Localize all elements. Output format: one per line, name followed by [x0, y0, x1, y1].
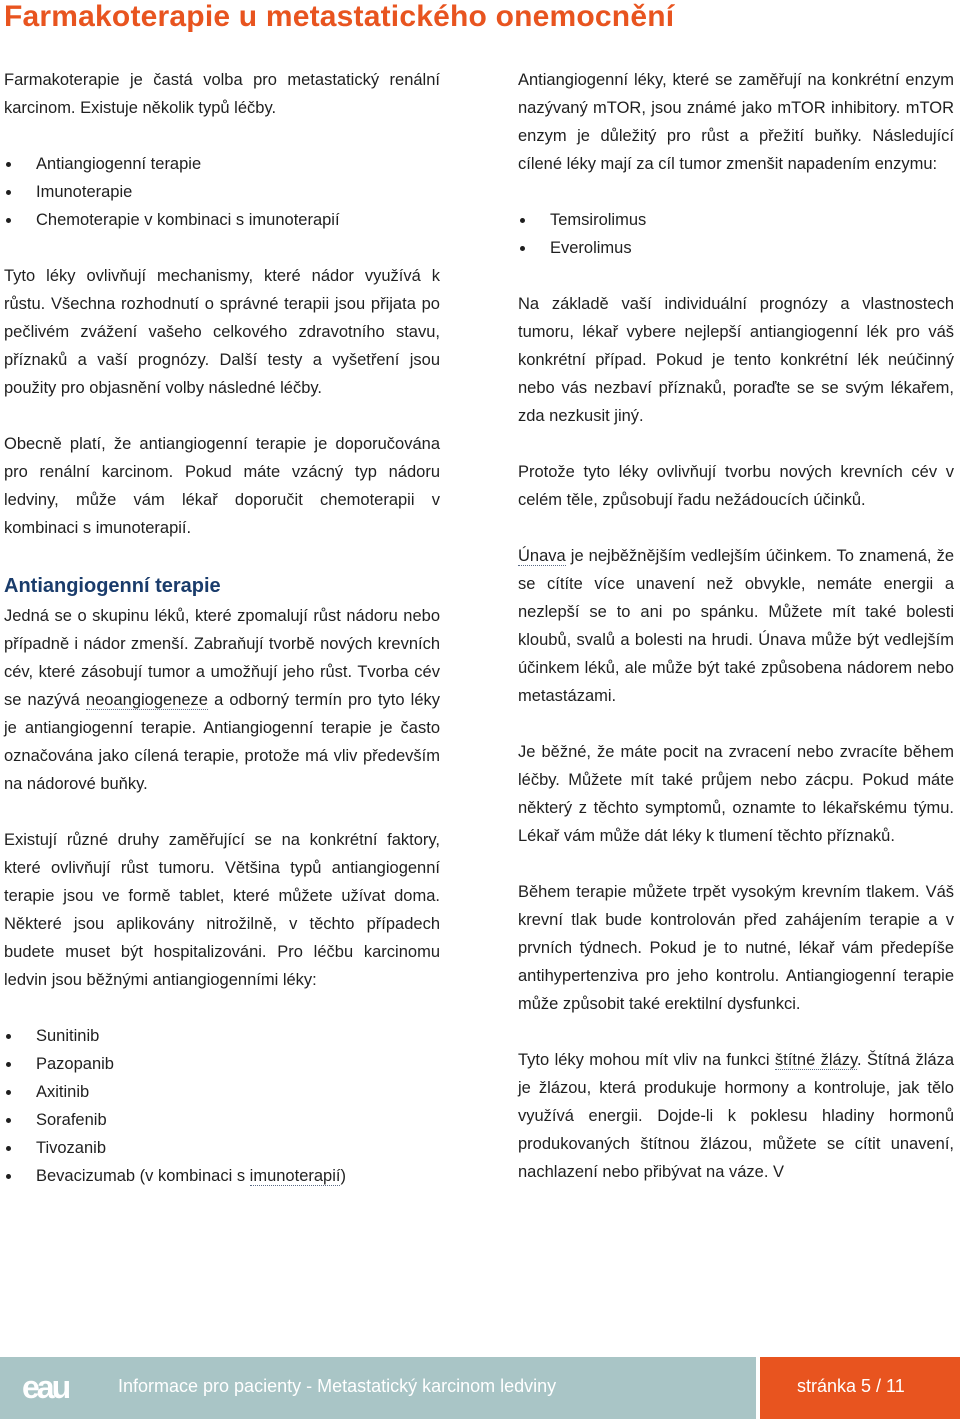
svg-text:eau: eau — [22, 1369, 69, 1405]
section-heading: Antiangiogenní terapie — [4, 575, 221, 597]
glossary-link[interactable]: neoangiogeneze — [85, 691, 208, 709]
page-number: stránka 5 / 11 — [797, 1376, 905, 1396]
glossary-link[interactable]: štítné žlázy — [774, 1051, 858, 1069]
paragraph: Na základě vaší individuální prognózy a vlastnostech tumoru, lékař vybere nejlepší antiangiogenní lék pro váš konkrétní případ. Pokud je tento konkrétní lék neúčinný nebo vás nezbaví příznaků, poraďte se se svým lékařem, zda nezkusit jiný. — [518, 295, 954, 425]
page-footer — [0, 1357, 960, 1419]
list-item: Pazopanib — [4, 1050, 440, 1078]
glossary-link[interactable]: imunoterapií — [249, 1167, 341, 1185]
therapy-types-list — [4, 150, 440, 234]
paragraph — [518, 542, 954, 710]
list-item: Everolimus — [518, 234, 954, 262]
footer-band — [0, 1357, 756, 1419]
list-item: Axitinib — [4, 1078, 440, 1106]
right-column — [518, 66, 954, 1214]
paragraph: Existují různé druhy zaměřující se na konkrétní faktory, které ovlivňují růst tumoru. Většina typů antiangiogenní terapie jsou ve formě tablet, které můžete užívat doma. Některé jsou aplikovány nitrožilně, v těchto případech budete muset být hospitalizováni. Pro léčbu karcinomu ledvin jsou běžnými antiangiogenními léky: — [4, 831, 440, 989]
paragraph: Je běžné, že máte pocit na zvracení nebo zvracíte během léčby. Můžete mít také průjem nebo zácpu. Pokud máte některý z těchto symptomů, oznamte to lékařskému týmu. Lékař vám může dát léky k tlumení těchto příznaků. — [518, 743, 954, 845]
list-item: Sorafenib — [4, 1106, 440, 1134]
list-item: Chemoterapie v kombinaci s imunoterapií — [4, 206, 440, 234]
text: Bevacizumab (v kombinaci s — [36, 1167, 250, 1185]
paragraph: Během terapie můžete trpět vysokým krevním tlakem. Váš krevní tlak bude kontrolován před zahájením terapie a v prvních týdnech. Pokud je to nutné, lékař vám předepíše antihypertenziva pro jeho kontrolu. Antiangiogenní terapie může způsobit také erektilní dysfunkci. — [518, 883, 954, 1013]
paragraph: Obecně platí, že antiangiogenní terapie je doporučována pro renální karcinom. Pokud máte vzácný typ nádoru ledviny, může vám lékař doporučit chemoterapii v kombinaci s imunoterapií. — [4, 435, 440, 537]
mtor-drugs-list — [518, 206, 954, 262]
text: je nejběžnějším vedlejším účinkem. To znamená, že se cítíte více unavení než obvykle, nemáte energii a nezlepší se to ani po spánku. Můžete mít také bolesti kloubů, svalů a bolesti na hrudi. Únava může být vedlejším účinkem léků, ale může být také způsobena nádorem nebo metastázami. — [518, 547, 954, 705]
left-column — [4, 66, 440, 1218]
footer-title: Informace pro pacienty - Metastatický karcinom ledviny — [118, 1376, 557, 1396]
list-item — [4, 1162, 440, 1190]
eau-logo-icon — [22, 1367, 86, 1407]
page-title: Farmakoterapie u metastatického onemocnění — [4, 0, 675, 33]
text: . Štítná žláza je žlázou, která produkuje hormony a kontroluje, jak tělo využívá energii. Dojde-li k poklesu hladiny hormonů produkovaných štítnou žlázou, můžete se cítit unavení, nachlazení nebo přibývat na váze. V — [518, 1051, 955, 1181]
paragraph: Protože tyto léky ovlivňují tvorbu nových krevních cév v celém těle, způsobují řadu nežádoucích účinků. — [518, 463, 954, 509]
paragraph — [518, 1046, 954, 1186]
drugs-list — [4, 1022, 440, 1190]
text: a odborný termín pro tyto léky je antiangiogenní terapie. Antiangiogenní terapie je často označována jako cílená terapie, protože má vliv především na nádorové buňky. — [4, 691, 441, 793]
list-item: Temsirolimus — [518, 206, 954, 234]
glossary-link[interactable]: Únava — [518, 547, 566, 565]
intro-paragraph: Farmakoterapie je častá volba pro metastatický renální karcinom. Existuje několik typů léčby. — [4, 71, 440, 117]
list-item: Sunitinib — [4, 1022, 440, 1050]
list-item: Imunoterapie — [4, 178, 440, 206]
page-number-box — [760, 1357, 960, 1419]
list-item: Antiangiogenní terapie — [4, 150, 440, 178]
paragraph: Tyto léky ovlivňují mechanismy, které nádor využívá k růstu. Všechna rozhodnutí o správné terapii jsou přijata po pečlivém zvážení vašeho celkového zdravotního stavu, příznaků a vaší prognózy. Další testy a vyšetření jsou použity pro objasnění volby následné léčby. — [4, 267, 440, 397]
text: Jedná se o skupinu léků, které zpomalují růst nádoru nebo případně i nádor zmenší. Zabraňují tvorbě nových krevních cév, které zásobují tumor a umožňují jeho růst. Tvorba cév se nazývá — [4, 607, 440, 709]
paragraph: Antiangiogenní léky, které se zaměřují na konkrétní enzym nazývaný mTOR, jsou známé jako mTOR inhibitory. mTOR enzym je důležitý pro růst a přežití buňky. Následující cílené léky mají za cíl tumor zmenšit napadením enzymu: — [518, 71, 954, 173]
paragraph — [4, 602, 440, 798]
text: ) — [340, 1167, 346, 1185]
text: Tyto léky mohou mít vliv na funkci — [518, 1051, 775, 1069]
list-item: Tivozanib — [4, 1134, 440, 1162]
